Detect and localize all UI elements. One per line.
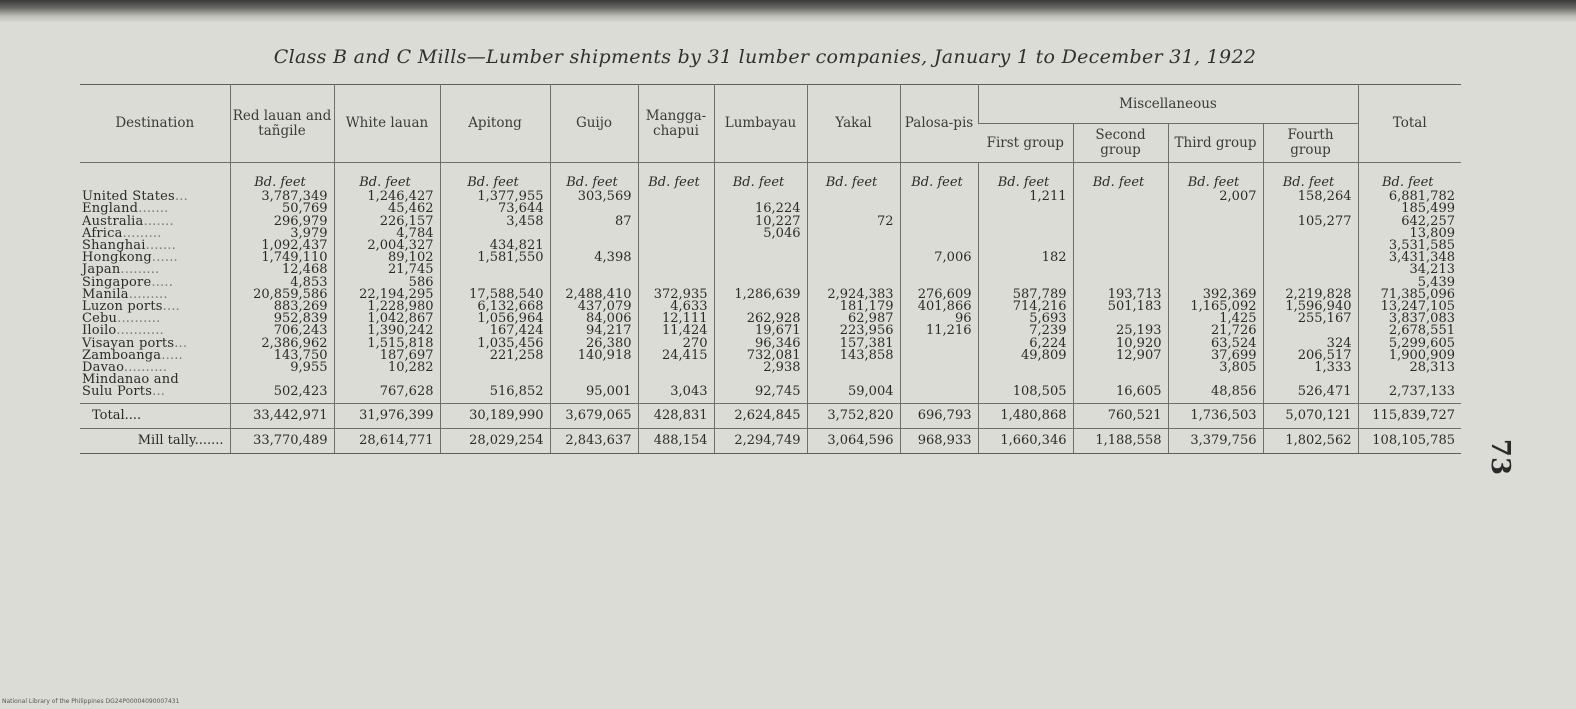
value-cell: 10,227 (714, 216, 807, 228)
value-cell (900, 216, 978, 228)
value-cell: 4,398 (550, 252, 638, 264)
value-cell: 968,933 (900, 428, 978, 453)
misc-header: Miscellaneous (978, 85, 1358, 124)
unit-label: Bd. feet (550, 163, 638, 192)
destination-header: Destination (115, 115, 195, 131)
value-cell (550, 228, 638, 240)
value-cell (900, 191, 978, 203)
value-cell: 105,277 (1263, 216, 1358, 228)
value-cell: 193,713 (1073, 289, 1168, 301)
value-cell: 1,736,503 (1168, 403, 1263, 428)
value-cell: 270 (638, 338, 714, 350)
value-cell (900, 203, 978, 215)
leader-dots: ....... (194, 432, 224, 448)
value-cell: 92,745 (714, 374, 807, 403)
value-cell: 372,935 (638, 289, 714, 301)
value-cell: 62,987 (807, 313, 900, 325)
value-cell (1168, 228, 1263, 240)
destination-label: Zamboanga (82, 347, 162, 363)
value-cell: 401,866 (900, 301, 978, 313)
destination-label: Visayan ports (82, 335, 175, 351)
unit-label: Bd. feet (334, 163, 440, 192)
leader-dots: ..... (151, 274, 174, 290)
table-row (80, 362, 1461, 374)
value-cell: 158,264 (1263, 191, 1358, 203)
value-cell: 3,431,348 (1358, 252, 1461, 264)
value-cell: 1,660,346 (978, 428, 1073, 453)
value-cell: 3,458 (440, 216, 550, 228)
destination-label: Hongkong (82, 250, 152, 266)
table-row (80, 374, 1461, 403)
value-cell: 587,789 (978, 289, 1073, 301)
value-cell: 6,881,782 (1358, 191, 1461, 203)
value-cell: 13,247,105 (1358, 301, 1461, 313)
value-cell (550, 362, 638, 374)
value-cell: 303,569 (550, 191, 638, 203)
value-cell (440, 264, 550, 276)
scan-top-edge (0, 0, 1576, 22)
value-cell: 21,726 (1168, 325, 1263, 337)
value-cell: 87 (550, 216, 638, 228)
destination-label: Mindanao and (82, 372, 179, 388)
units-row (80, 163, 1461, 192)
misc-column-header: Third group (1168, 124, 1263, 163)
value-cell (900, 264, 978, 276)
value-cell: 49,809 (978, 350, 1073, 362)
value-cell (1073, 203, 1168, 215)
value-cell (1168, 240, 1263, 252)
value-cell: 22,194,295 (334, 289, 440, 301)
value-cell: 20,859,586 (230, 289, 334, 301)
destination-label: Total (92, 407, 125, 423)
table-row (80, 264, 1461, 276)
unit-label: Bd. feet (1073, 163, 1168, 192)
value-cell (550, 264, 638, 276)
value-cell (807, 191, 900, 203)
value-cell (638, 252, 714, 264)
value-cell (807, 228, 900, 240)
value-cell (1073, 240, 1168, 252)
value-cell: 108,105,785 (1358, 428, 1461, 453)
value-cell: 392,369 (1168, 289, 1263, 301)
value-cell: 50,769 (230, 203, 334, 215)
value-cell: 5,693 (978, 313, 1073, 325)
destination-label: Japan (82, 262, 121, 278)
value-cell: 12,468 (230, 264, 334, 276)
value-cell (978, 203, 1073, 215)
destination-label: Mill tally (137, 432, 195, 448)
value-cell: 9,955 (230, 362, 334, 374)
value-cell: 516,852 (440, 374, 550, 403)
destination-cell (80, 428, 230, 453)
value-cell (1073, 228, 1168, 240)
value-cell: 28,614,771 (334, 428, 440, 453)
value-cell (978, 362, 1073, 374)
value-cell: 3,043 (638, 374, 714, 403)
value-cell: 767,628 (334, 374, 440, 403)
value-cell: 3,531,585 (1358, 240, 1461, 252)
leader-dots: ....... (143, 213, 174, 229)
value-cell: 6,132,668 (440, 301, 550, 313)
value-cell (638, 264, 714, 276)
value-cell: 1,211 (978, 191, 1073, 203)
value-cell: 11,424 (638, 325, 714, 337)
leader-dots: ........... (116, 323, 164, 339)
value-cell: 31,976,399 (334, 403, 440, 428)
value-cell (638, 240, 714, 252)
value-cell: 1,246,427 (334, 191, 440, 203)
value-cell: 37,699 (1168, 350, 1263, 362)
value-cell (638, 216, 714, 228)
value-cell: 17,588,540 (440, 289, 550, 301)
total-row (80, 403, 1461, 428)
value-cell: 181,179 (807, 301, 900, 313)
value-cell: 1,286,639 (714, 289, 807, 301)
destination-label: Africa (82, 225, 123, 241)
value-cell: 157,381 (807, 338, 900, 350)
value-cell: 501,183 (1073, 301, 1168, 313)
value-cell: 526,471 (1263, 374, 1358, 403)
page-number: 73 (1485, 438, 1516, 476)
value-cell (900, 350, 978, 362)
destination-label: Cebu (82, 311, 118, 327)
value-cell: 324 (1263, 338, 1358, 350)
leader-dots: ...... (151, 250, 178, 266)
value-cell: 1,900,909 (1358, 350, 1461, 362)
value-cell: 437,079 (550, 301, 638, 313)
value-cell: 16,224 (714, 203, 807, 215)
destination-label: Singapore (82, 274, 152, 290)
value-cell (638, 228, 714, 240)
unit-label: Bd. feet (440, 163, 550, 192)
total-header: Total (1358, 85, 1461, 163)
destination-cell (80, 403, 230, 428)
value-cell: 10,920 (1073, 338, 1168, 350)
value-cell: 94,217 (550, 325, 638, 337)
value-cell: 24,415 (638, 350, 714, 362)
leader-dots: ... (152, 384, 166, 400)
value-cell (1263, 264, 1358, 276)
column-header: Lumbayau (714, 85, 807, 163)
value-cell: 25,193 (1073, 325, 1168, 337)
value-cell: 732,081 (714, 350, 807, 362)
column-header: Red lauan and tañgile (230, 85, 334, 163)
value-cell (638, 203, 714, 215)
value-cell (1168, 252, 1263, 264)
value-cell (1073, 216, 1168, 228)
value-cell: 760,521 (1073, 403, 1168, 428)
value-cell: 223,956 (807, 325, 900, 337)
value-cell: 502,423 (230, 374, 334, 403)
scan-footer: National Library of the Philippines DG24P00004090007431 (2, 698, 180, 705)
value-cell (714, 264, 807, 276)
value-cell: 5,299,605 (1358, 338, 1461, 350)
value-cell: 1,802,562 (1263, 428, 1358, 453)
unit-label: Bd. feet (1358, 163, 1461, 192)
value-cell: 45,462 (334, 203, 440, 215)
value-cell: 4,633 (638, 301, 714, 313)
value-cell (1168, 203, 1263, 215)
value-cell: 33,770,489 (230, 428, 334, 453)
mill-tally-row (80, 428, 1461, 453)
value-cell: 5,046 (714, 228, 807, 240)
value-cell: 34,213 (1358, 264, 1461, 276)
value-cell (1073, 362, 1168, 374)
value-cell: 3,064,596 (807, 428, 900, 453)
value-cell: 19,671 (714, 325, 807, 337)
value-cell: 187,697 (334, 350, 440, 362)
unit-label: Bd. feet (1263, 163, 1358, 192)
value-cell: 140,918 (550, 350, 638, 362)
destination-cell (80, 374, 230, 403)
destination-label: Luzon ports (82, 299, 163, 315)
value-cell: 1,515,818 (334, 338, 440, 350)
value-cell: 1,188,558 (1073, 428, 1168, 453)
value-cell: 63,524 (1168, 338, 1263, 350)
value-cell: 883,269 (230, 301, 334, 313)
misc-column-header: Fourth group (1263, 124, 1358, 163)
value-cell: 696,793 (900, 403, 978, 428)
leader-dots: ... (174, 335, 188, 351)
value-cell (978, 264, 1073, 276)
value-cell (1073, 264, 1168, 276)
value-cell: 296,979 (230, 216, 334, 228)
value-cell: 143,858 (807, 350, 900, 362)
value-cell: 206,517 (1263, 350, 1358, 362)
leader-dots: .......... (123, 360, 168, 376)
value-cell: 5,070,121 (1263, 403, 1358, 428)
value-cell: 3,379,756 (1168, 428, 1263, 453)
leader-dots: ....... (138, 201, 169, 217)
value-cell (440, 362, 550, 374)
value-cell: 3,837,083 (1358, 313, 1461, 325)
value-cell: 3,679,065 (550, 403, 638, 428)
value-cell (807, 240, 900, 252)
value-cell: 428,831 (638, 403, 714, 428)
value-cell: 115,839,727 (1358, 403, 1461, 428)
destination-label: Davao (82, 360, 124, 376)
value-cell (714, 252, 807, 264)
leader-dots: .... (162, 299, 180, 315)
unit-label: Bd. feet (230, 163, 334, 192)
unit-label: Bd. feet (638, 163, 714, 192)
value-cell: 48,856 (1168, 374, 1263, 403)
leader-dots: ......... (128, 286, 168, 302)
value-cell: 1,581,550 (440, 252, 550, 264)
leader-dots: ....... (145, 238, 176, 254)
value-cell: 255,167 (1263, 313, 1358, 325)
value-cell: 167,424 (440, 325, 550, 337)
value-cell (1263, 252, 1358, 264)
value-cell: 586 (334, 277, 440, 289)
value-cell: 95,001 (550, 374, 638, 403)
value-cell (1263, 228, 1358, 240)
value-cell: 12,111 (638, 313, 714, 325)
value-cell: 1,480,868 (978, 403, 1073, 428)
value-cell: 33,442,971 (230, 403, 334, 428)
value-cell: 276,609 (900, 289, 978, 301)
value-cell: 1,333 (1263, 362, 1358, 374)
value-cell: 1,056,964 (440, 313, 550, 325)
value-cell: 59,004 (807, 374, 900, 403)
value-cell: 1,228,980 (334, 301, 440, 313)
destination-label: Sulu Ports (82, 384, 153, 400)
value-cell (807, 264, 900, 276)
value-cell: 1,035,456 (440, 338, 550, 350)
value-cell: 73,644 (440, 203, 550, 215)
destination-label: Australia (82, 213, 144, 229)
value-cell (1263, 240, 1358, 252)
value-cell: 2,294,749 (714, 428, 807, 453)
units-blank (80, 163, 230, 192)
value-cell: 1,749,110 (230, 252, 334, 264)
leader-dots: ..... (161, 347, 183, 363)
leader-dots: ......... (120, 262, 160, 278)
value-cell: 108,505 (978, 374, 1073, 403)
value-cell (807, 362, 900, 374)
value-cell (978, 228, 1073, 240)
value-cell: 2,386,962 (230, 338, 334, 350)
value-cell (900, 338, 978, 350)
value-cell: 2,004,327 (334, 240, 440, 252)
value-cell: 1,425 (1168, 313, 1263, 325)
value-cell: 28,029,254 (440, 428, 550, 453)
misc-column-header: Second group (1073, 124, 1168, 163)
value-cell: 6,224 (978, 338, 1073, 350)
value-cell (638, 191, 714, 203)
destination-label: Iloilo (82, 323, 117, 339)
value-cell: 2,843,637 (550, 428, 638, 453)
misc-column-header: First group (978, 124, 1073, 163)
column-header: Apitong (440, 85, 550, 163)
page-title: Class B and C Mills—Lumber shipments by 31 lumber companies, January 1 to December 31, 1922 (273, 46, 1257, 68)
value-cell (978, 216, 1073, 228)
value-cell: 182 (978, 252, 1073, 264)
value-cell: 1,377,955 (440, 191, 550, 203)
column-header: Mangga-chapui (638, 85, 714, 163)
value-cell: 1,042,867 (334, 313, 440, 325)
value-cell: 11,216 (900, 325, 978, 337)
value-cell (900, 374, 978, 403)
value-cell: 143,750 (230, 350, 334, 362)
value-cell: 7,006 (900, 252, 978, 264)
value-cell: 2,219,828 (1263, 289, 1358, 301)
value-cell (807, 252, 900, 264)
value-cell: 7,239 (978, 325, 1073, 337)
value-cell (638, 362, 714, 374)
value-cell: 2,678,551 (1358, 325, 1461, 337)
value-cell: 221,258 (440, 350, 550, 362)
value-cell: 226,157 (334, 216, 440, 228)
value-cell (900, 362, 978, 374)
value-cell: 4,853 (230, 277, 334, 289)
value-cell: 72 (807, 216, 900, 228)
destination-label: Manila (82, 286, 129, 302)
value-cell: 1,165,092 (1168, 301, 1263, 313)
value-cell: 706,243 (230, 325, 334, 337)
value-cell: 4,784 (334, 228, 440, 240)
value-cell: 84,006 (550, 313, 638, 325)
value-cell: 488,154 (638, 428, 714, 453)
value-cell (1168, 264, 1263, 276)
value-cell: 3,787,349 (230, 191, 334, 203)
value-cell: 714,216 (978, 301, 1073, 313)
value-cell: 2,488,410 (550, 289, 638, 301)
value-cell: 96 (900, 313, 978, 325)
value-cell (1073, 191, 1168, 203)
value-cell (1168, 216, 1263, 228)
column-header: Guijo (550, 85, 638, 163)
value-cell: 13,809 (1358, 228, 1461, 240)
lumber-shipments-table (80, 84, 1461, 454)
value-cell: 1,596,940 (1263, 301, 1358, 313)
leader-dots: .......... (117, 311, 161, 327)
value-cell: 12,907 (1073, 350, 1168, 362)
unit-label: Bd. feet (714, 163, 807, 192)
destination-label: England (82, 201, 139, 217)
leader-dots: ... (174, 189, 188, 205)
value-cell: 2,007 (1168, 191, 1263, 203)
value-cell (1073, 252, 1168, 264)
value-cell: 30,189,990 (440, 403, 550, 428)
value-cell: 1,092,437 (230, 240, 334, 252)
value-cell: 2,924,383 (807, 289, 900, 301)
value-cell: 1,390,242 (334, 325, 440, 337)
value-cell: 262,928 (714, 313, 807, 325)
column-header: Yakal (807, 85, 900, 163)
value-cell: 3,805 (1168, 362, 1263, 374)
value-cell: 89,102 (334, 252, 440, 264)
value-cell: 3,979 (230, 228, 334, 240)
value-cell: 21,745 (334, 264, 440, 276)
value-cell (714, 240, 807, 252)
value-cell: 16,605 (1073, 374, 1168, 403)
value-cell: 26,380 (550, 338, 638, 350)
column-header: White lauan (334, 85, 440, 163)
leader-dots: ......... (122, 225, 162, 241)
value-cell: 2,624,845 (714, 403, 807, 428)
value-cell: 10,282 (334, 362, 440, 374)
value-cell (900, 228, 978, 240)
value-cell: 5,439 (1358, 277, 1461, 289)
unit-label: Bd. feet (978, 163, 1073, 192)
value-cell: 28,313 (1358, 362, 1461, 374)
unit-label: Bd. feet (900, 163, 978, 192)
leader-dots: .... (124, 407, 142, 423)
value-cell: 3,752,820 (807, 403, 900, 428)
unit-label: Bd. feet (1168, 163, 1263, 192)
destination-label: United States (82, 189, 175, 205)
destination-label: Shanghai (82, 238, 146, 254)
value-cell: 71,385,096 (1358, 289, 1461, 301)
header-row (80, 85, 1461, 124)
value-cell: 2,737,133 (1358, 374, 1461, 403)
value-cell: 2,938 (714, 362, 807, 374)
unit-label: Bd. feet (807, 163, 900, 192)
value-cell: 952,839 (230, 313, 334, 325)
value-cell: 96,346 (714, 338, 807, 350)
value-cell: 434,821 (440, 240, 550, 252)
value-cell: 185,499 (1358, 203, 1461, 215)
value-cell: 642,257 (1358, 216, 1461, 228)
column-header: Palosa-pis (900, 85, 978, 163)
